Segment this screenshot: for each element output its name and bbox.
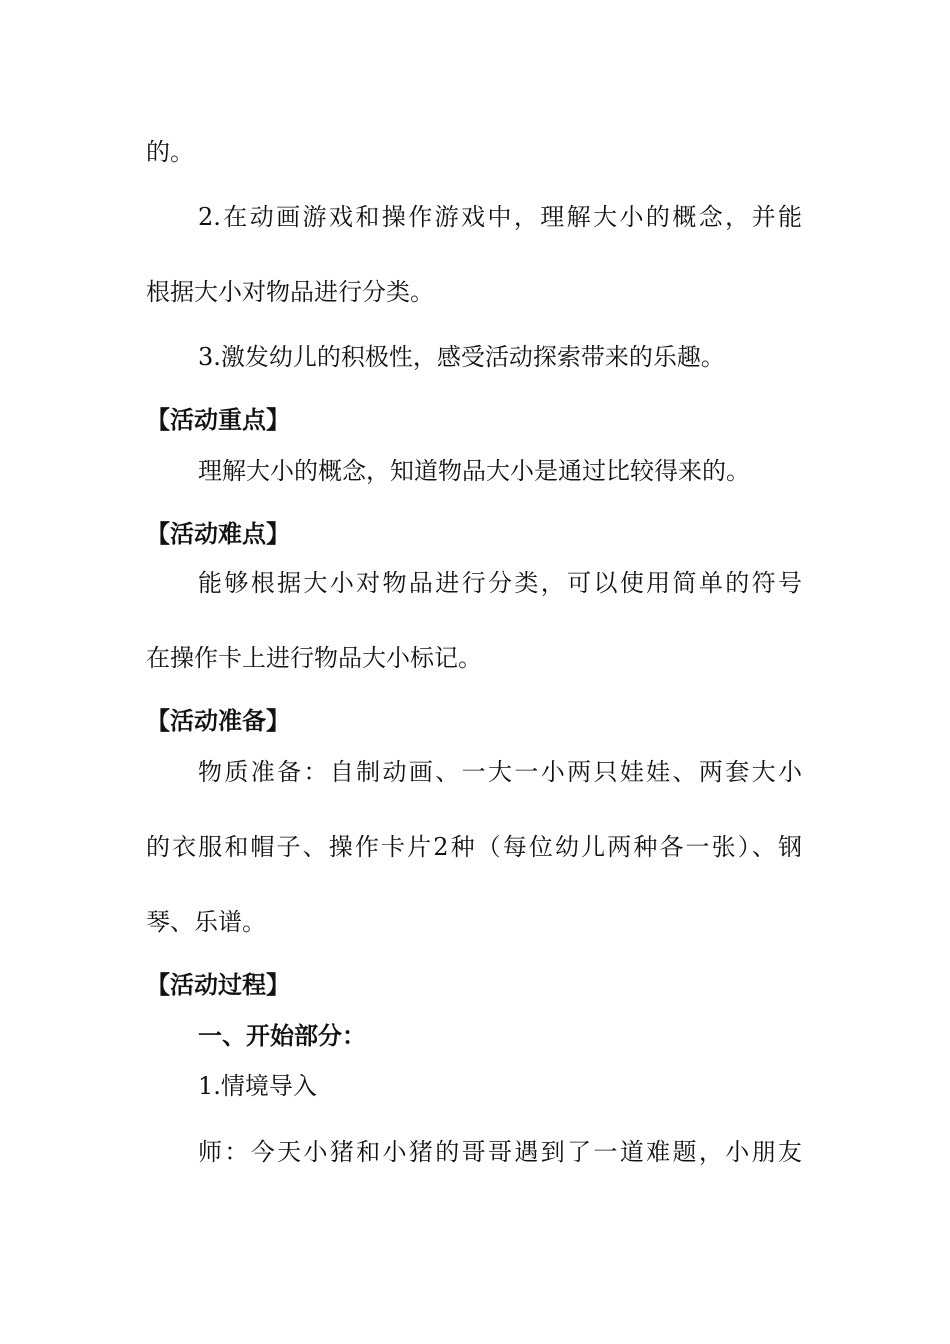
- paragraph-line: 根据大小对物品进行分类。: [146, 278, 434, 306]
- paragraph-line: 能够根据大小对物品进行分类，可以使用简单的符号: [198, 569, 802, 597]
- paragraph-line: 师：今天小猪和小猪的哥哥遇到了一道难题，小朋友: [198, 1138, 802, 1166]
- subsection-heading: 一、开始部分：: [198, 1022, 366, 1050]
- paragraph-line: 琴、乐谱。: [146, 908, 266, 936]
- paragraph-line: 3.激发幼儿的积极性，感受活动探索带来的乐趣。: [198, 343, 725, 371]
- paragraph-line: 1.情境导入: [198, 1072, 317, 1100]
- section-heading: 【活动过程】: [146, 971, 290, 999]
- paragraph-line: 的衣服和帽子、操作卡片2种（每位幼儿两种各一张）、钢: [146, 833, 802, 861]
- section-heading: 【活动重点】: [146, 406, 290, 434]
- section-heading: 【活动准备】: [146, 707, 290, 735]
- paragraph-line: 理解大小的概念，知道物品大小是通过比较得来的。: [198, 457, 750, 485]
- paragraph-line: 2.在动画游戏和操作游戏中，理解大小的概念，并能: [198, 203, 802, 231]
- section-heading: 【活动难点】: [146, 520, 290, 548]
- paragraph-line: 在操作卡上进行物品大小标记。: [146, 644, 482, 672]
- paragraph-line: 物质准备：自制动画、一大一小两只娃娃、两套大小: [198, 758, 802, 786]
- paragraph-line: 的。: [146, 138, 194, 166]
